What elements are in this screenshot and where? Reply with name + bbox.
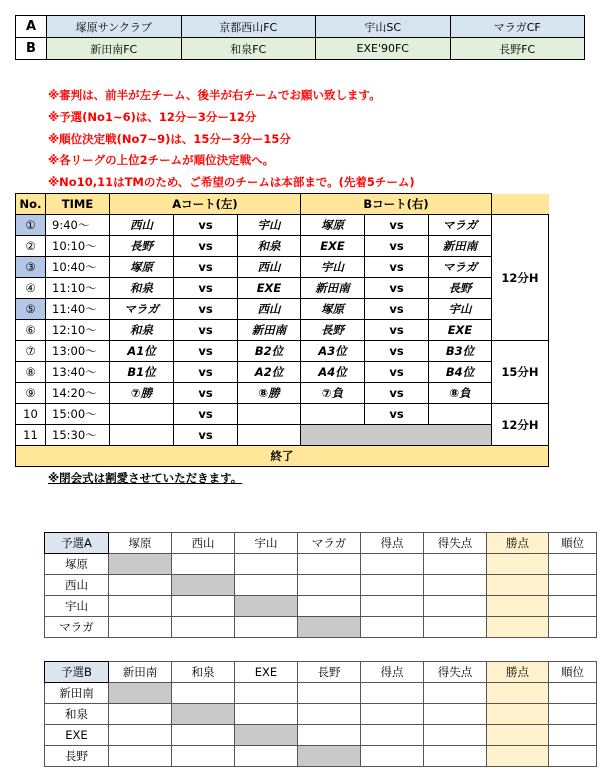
standings-a-table <box>44 532 597 638</box>
result-cell <box>172 554 235 575</box>
result-cell <box>235 683 298 704</box>
column-goals: 得点 <box>361 533 424 554</box>
vs-cell: vs <box>365 236 429 257</box>
note: ※審判は、前半が左チーム、後半が右チームでお願い致します。 <box>48 88 381 102</box>
goals-cell <box>361 617 424 638</box>
match-row <box>16 404 549 425</box>
match-no: ⑥ <box>16 320 46 341</box>
row-team: EXE <box>45 725 109 746</box>
vs-cell: vs <box>174 404 238 425</box>
team-cell <box>110 425 174 446</box>
rank-cell <box>549 725 597 746</box>
duration-cell: 12分H <box>492 404 549 446</box>
match-no: ① <box>16 215 46 236</box>
vs-cell: vs <box>174 383 238 404</box>
team-cell: 新田南 <box>301 278 365 299</box>
result-cell <box>172 746 235 767</box>
goal-diff-cell <box>424 683 487 704</box>
end-label: 終了 <box>16 446 549 467</box>
column-goal-diff: 得失点 <box>424 533 487 554</box>
row-team: 塚原 <box>45 554 109 575</box>
note: ※各リーグの上位2チームが順位決定戦へ。 <box>48 153 275 168</box>
goal-diff-cell <box>424 746 487 767</box>
match-row <box>16 257 549 278</box>
row-team: マラガ <box>45 617 109 638</box>
column-points: 勝点 <box>487 533 549 554</box>
standings-row <box>45 596 597 617</box>
diagonal-cell <box>235 596 298 617</box>
team-cell: A4位 <box>301 362 365 383</box>
closing-note: ※閉会式は割愛させていただきます。 <box>48 471 243 485</box>
result-cell <box>298 704 361 725</box>
diagonal-cell <box>298 617 361 638</box>
column-team: 塚原 <box>109 533 172 554</box>
standings-a-header <box>45 533 597 554</box>
match-time: 10:10～ <box>46 236 110 257</box>
match-no: ⑨ <box>16 383 46 404</box>
vs-cell: vs <box>365 299 429 320</box>
column-goals: 得点 <box>361 662 424 683</box>
diagonal-cell <box>235 725 298 746</box>
standings-b-header <box>45 662 597 683</box>
goals-cell <box>361 575 424 596</box>
vs-cell: vs <box>365 257 429 278</box>
diagonal-cell <box>109 554 172 575</box>
standings-row <box>45 617 597 638</box>
team-cell: A1位 <box>110 341 174 362</box>
team-cell <box>429 404 492 425</box>
match-time: 9:40～ <box>46 215 110 236</box>
match-time: 15:30～ <box>46 425 110 446</box>
points-cell <box>487 575 549 596</box>
team-cell: マラガ <box>429 215 492 236</box>
diagonal-cell <box>109 683 172 704</box>
result-cell <box>298 554 361 575</box>
notes-list <box>48 85 415 194</box>
standings-row <box>45 704 597 725</box>
goals-cell <box>361 704 424 725</box>
match-no: 11 <box>16 425 46 446</box>
points-cell <box>487 704 549 725</box>
rank-cell <box>549 704 597 725</box>
goal-diff-cell <box>424 617 487 638</box>
row-team: 新田南 <box>45 683 109 704</box>
header-time: TIME <box>46 194 110 215</box>
match-row <box>16 278 549 299</box>
vs-cell: vs <box>365 278 429 299</box>
points-cell <box>487 617 549 638</box>
team-cell: 宇山 <box>429 299 492 320</box>
result-cell <box>298 596 361 617</box>
match-time: 13:40～ <box>46 362 110 383</box>
rank-cell <box>549 617 597 638</box>
row-team: 長野 <box>45 746 109 767</box>
vs-cell: vs <box>174 320 238 341</box>
goal-diff-cell <box>424 554 487 575</box>
column-team: EXE <box>235 662 298 683</box>
result-cell <box>235 554 298 575</box>
standings-row <box>45 554 597 575</box>
match-no: ⑦ <box>16 341 46 362</box>
standings-a-label: 予選A <box>45 533 109 554</box>
goals-cell <box>361 746 424 767</box>
group-b-team: 長野FC <box>450 38 585 60</box>
group-a-team: 京都西山FC <box>181 16 316 38</box>
standings-row <box>45 746 597 767</box>
match-time: 12:10～ <box>46 320 110 341</box>
team-cell: B3位 <box>429 341 492 362</box>
result-cell <box>109 596 172 617</box>
match-no: ⑧ <box>16 362 46 383</box>
match-no: ④ <box>16 278 46 299</box>
team-cell: 宇山 <box>301 257 365 278</box>
match-no: ② <box>16 236 46 257</box>
result-cell <box>235 575 298 596</box>
team-cell: 塚原 <box>301 215 365 236</box>
row-team: 宇山 <box>45 596 109 617</box>
match-row <box>16 383 549 404</box>
column-points: 勝点 <box>487 662 549 683</box>
team-cell: 和泉 <box>238 236 301 257</box>
standings-row <box>45 725 597 746</box>
header-blank <box>492 194 549 215</box>
diagonal-cell <box>172 704 235 725</box>
group-a-team: マラガCF <box>450 16 585 38</box>
note: ※順位決定戦(No7~9)は、15分ー3分ー15分 <box>48 131 291 146</box>
result-cell <box>109 746 172 767</box>
result-cell <box>298 683 361 704</box>
diagonal-cell <box>172 575 235 596</box>
column-goal-diff: 得失点 <box>424 662 487 683</box>
points-cell <box>487 554 549 575</box>
column-rank: 順位 <box>549 533 597 554</box>
team-cell: マラガ <box>110 299 174 320</box>
match-row <box>16 362 549 383</box>
result-cell <box>298 725 361 746</box>
match-time: 13:00～ <box>46 341 110 362</box>
result-cell <box>172 596 235 617</box>
vs-cell: vs <box>365 404 429 425</box>
team-cell: 長野 <box>301 320 365 341</box>
vs-cell: vs <box>365 362 429 383</box>
team-cell: B4位 <box>429 362 492 383</box>
team-cell: ⑦勝 <box>110 383 174 404</box>
match-time: 10:40～ <box>46 257 110 278</box>
result-cell <box>235 746 298 767</box>
team-cell: 宇山 <box>238 215 301 236</box>
vs-cell: vs <box>365 320 429 341</box>
standings-row <box>45 683 597 704</box>
points-cell <box>487 596 549 617</box>
team-cell: 長野 <box>429 278 492 299</box>
result-cell <box>235 704 298 725</box>
group-b-label: B <box>16 38 47 60</box>
rank-cell <box>549 683 597 704</box>
group-a-row <box>16 16 585 38</box>
match-row <box>16 215 549 236</box>
rank-cell <box>549 746 597 767</box>
goal-diff-cell <box>424 596 487 617</box>
team-cell <box>110 404 174 425</box>
team-cell: 西山 <box>238 257 301 278</box>
standings-b-label: 予選B <box>45 662 109 683</box>
vs-cell: vs <box>174 257 238 278</box>
result-cell <box>298 575 361 596</box>
header-court-a: Aコート(左) <box>110 194 301 215</box>
result-cell <box>109 725 172 746</box>
vs-cell: vs <box>174 425 238 446</box>
group-a-label: A <box>16 16 47 38</box>
result-cell <box>109 575 172 596</box>
team-cell: A2位 <box>238 362 301 383</box>
vs-cell: vs <box>174 299 238 320</box>
match-no: ③ <box>16 257 46 278</box>
match-no: ⑤ <box>16 299 46 320</box>
note: ※No10,11はTMのため、ご希望のチームは本部まで。(先着5チーム) <box>48 175 415 190</box>
group-b-team: EXE'90FC <box>316 38 451 60</box>
goal-diff-cell <box>424 704 487 725</box>
team-cell <box>301 404 365 425</box>
note: ※予選(No1~6)は、12分ー3分ー12分 <box>48 109 257 124</box>
header-court-b: Bコート(右) <box>301 194 492 215</box>
header-no: No. <box>16 194 46 215</box>
column-team: 長野 <box>298 662 361 683</box>
team-cell: マラガ <box>429 257 492 278</box>
vs-cell: vs <box>174 236 238 257</box>
column-team: マラガ <box>298 533 361 554</box>
team-cell: 和泉 <box>110 278 174 299</box>
team-cell: EXE <box>301 236 365 257</box>
points-cell <box>487 683 549 704</box>
result-cell <box>109 704 172 725</box>
group-b-team: 新田南FC <box>47 38 182 60</box>
schedule-table <box>15 193 549 467</box>
diagonal-cell <box>298 746 361 767</box>
rank-cell <box>549 554 597 575</box>
match-row <box>16 341 549 362</box>
points-cell <box>487 725 549 746</box>
vs-cell: vs <box>174 278 238 299</box>
row-team: 和泉 <box>45 704 109 725</box>
team-cell: 塚原 <box>110 257 174 278</box>
team-cell <box>238 425 301 446</box>
column-rank: 順位 <box>549 662 597 683</box>
team-cell: B1位 <box>110 362 174 383</box>
match-row <box>16 236 549 257</box>
match-time: 11:40～ <box>46 299 110 320</box>
match-time: 14:20～ <box>46 383 110 404</box>
match-row <box>16 299 549 320</box>
standings-b-table <box>44 661 597 767</box>
result-cell <box>172 725 235 746</box>
team-cell: 新田南 <box>429 236 492 257</box>
team-cell: 西山 <box>238 299 301 320</box>
team-cell: 和泉 <box>110 320 174 341</box>
vs-cell: vs <box>174 215 238 236</box>
result-cell <box>235 617 298 638</box>
rank-cell <box>549 596 597 617</box>
match-row <box>16 425 549 446</box>
duration-cell: 15分H <box>492 341 549 404</box>
vs-cell: vs <box>365 383 429 404</box>
match-time: 11:10～ <box>46 278 110 299</box>
standings-row <box>45 575 597 596</box>
points-cell <box>487 746 549 767</box>
column-team: 和泉 <box>172 662 235 683</box>
goal-diff-cell <box>424 575 487 596</box>
team-cell: ⑧勝 <box>238 383 301 404</box>
group-b-team: 和泉FC <box>181 38 316 60</box>
team-cell: 西山 <box>110 215 174 236</box>
vs-cell: vs <box>174 362 238 383</box>
row-team: 西山 <box>45 575 109 596</box>
goals-cell <box>361 596 424 617</box>
result-cell <box>172 683 235 704</box>
match-row <box>16 320 549 341</box>
result-cell <box>172 617 235 638</box>
column-team: 宇山 <box>235 533 298 554</box>
goal-diff-cell <box>424 725 487 746</box>
group-a-team: 塚原サンクラブ <box>47 16 182 38</box>
team-cell: B2位 <box>238 341 301 362</box>
result-cell <box>109 617 172 638</box>
group-a-team: 宇山SC <box>316 16 451 38</box>
column-team: 新田南 <box>109 662 172 683</box>
match-time: 15:00～ <box>46 404 110 425</box>
team-cell: A3位 <box>301 341 365 362</box>
group-b-row <box>16 38 585 60</box>
team-cell <box>238 404 301 425</box>
goals-cell <box>361 554 424 575</box>
schedule-header <box>16 194 549 215</box>
vs-cell: vs <box>174 341 238 362</box>
unused-court-b <box>301 425 492 446</box>
team-cell: ⑧負 <box>429 383 492 404</box>
group-table <box>15 15 585 60</box>
vs-cell: vs <box>365 215 429 236</box>
vs-cell: vs <box>365 341 429 362</box>
goals-cell <box>361 725 424 746</box>
team-cell: EXE <box>429 320 492 341</box>
duration-cell: 12分H <box>492 215 549 341</box>
goals-cell <box>361 683 424 704</box>
end-row <box>16 446 549 467</box>
rank-cell <box>549 575 597 596</box>
match-no: 10 <box>16 404 46 425</box>
column-team: 西山 <box>172 533 235 554</box>
team-cell: 長野 <box>110 236 174 257</box>
team-cell: ⑦負 <box>301 383 365 404</box>
team-cell: 新田南 <box>238 320 301 341</box>
team-cell: EXE <box>238 278 301 299</box>
team-cell: 塚原 <box>301 299 365 320</box>
